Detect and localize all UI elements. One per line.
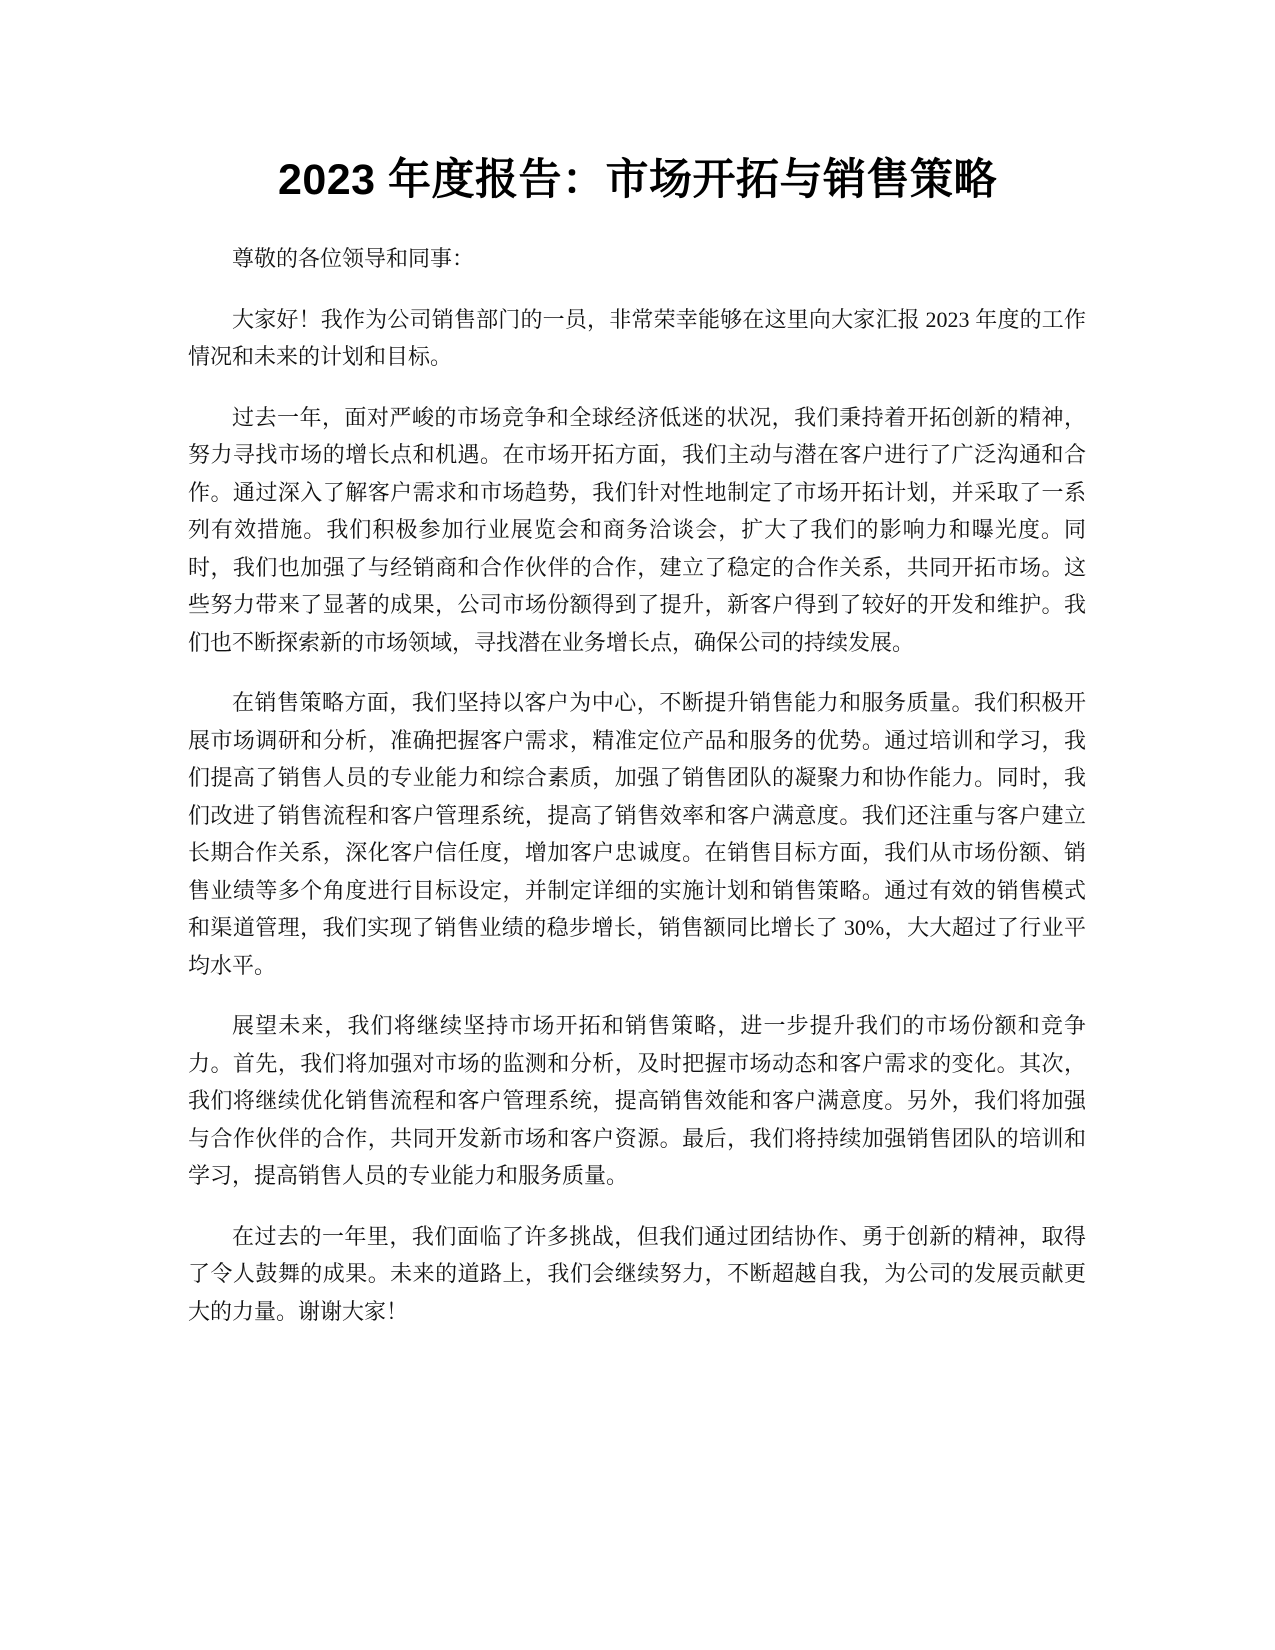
outlook-paragraph: 展望未来，我们将继续坚持市场开拓和销售策略，进一步提升我们的市场份额和竞争力。首先，我们将加强对市场的监测和分析，及时把握市场动态和客户需求的变化。其次，我们将继续优化销售流程和客户管理系统，提高销售效能和客户满意度。另外，我们将加强与合作伙伴的合作，共同开发新市场和客户资源。最后，我们将持续加强销售团队的培训和学习，提高销售人员的专业能力和服务质量。: [188, 1013, 1086, 1188]
sales-strategy-paragraph: 在销售策略方面，我们坚持以客户为中心，不断提升销售能力和服务质量。我们积极开展市场调研和分析，准确把握客户需求，精准定位产品和服务的优势。通过培训和学习，我们提高了销售人员的专业能力和综合素质，加强了销售团队的凝聚力和协作能力。同时，我们改进了销售流程和客户管理系统，提高了销售效率和客户满意度。我们还注重与客户建立长期合作关系，深化客户信任度，增加客户忠诚度。在销售目标方面，我们从市场份额、销售业绩等多个角度进行目标设定，并制定详细的实施计划和销售策略。通过有效的销售模式和渠道管理，我们实现了销售业绩的稳步增长，销售额同比增长了 30%，大大超过了行业平均水平。: [188, 690, 1086, 978]
document-title: 2023 年度报告：市场开拓与销售策略: [277, 156, 998, 204]
greeting-paragraph: 大家好！我作为公司销售部门的一员，非常荣幸能够在这里向大家汇报 2023 年度的工作情况和未来的计划和目标。: [188, 306, 1086, 369]
closing-paragraph: 在过去的一年里，我们面临了许多挑战，但我们通过团结协作、勇于创新的精神，取得了令人鼓舞的成果。未来的道路上，我们会继续努力，不断超越自我，为公司的发展贡献更大的力量。谢谢大家！: [188, 1223, 1086, 1324]
salutation-paragraph: 尊敬的各位领导和同事：: [232, 246, 475, 271]
market-expansion-paragraph: 过去一年，面对严峻的市场竞争和全球经济低迷的状况，我们秉持着开拓创新的精神，努力寻找市场的增长点和机遇。在市场开拓方面，我们主动与潜在客户进行了广泛沟通和合作。通过深入了解客户需求和市场趋势，我们针对性地制定了市场开拓计划，并采取了一系列有效措施。我们积极参加行业展览会和商务洽谈会，扩大了我们的影响力和曝光度。同时，我们也加强了与经销商和合作伙伴的合作，建立了稳定的合作关系，共同开拓市场。这些努力带来了显著的成果，公司市场份额得到了提升，新客户得到了较好的开发和维护。我们也不断探索新的市场领域，寻找潜在业务增长点，确保公司的持续发展。: [188, 404, 1086, 655]
document-body: [188, 240, 1086, 1353]
